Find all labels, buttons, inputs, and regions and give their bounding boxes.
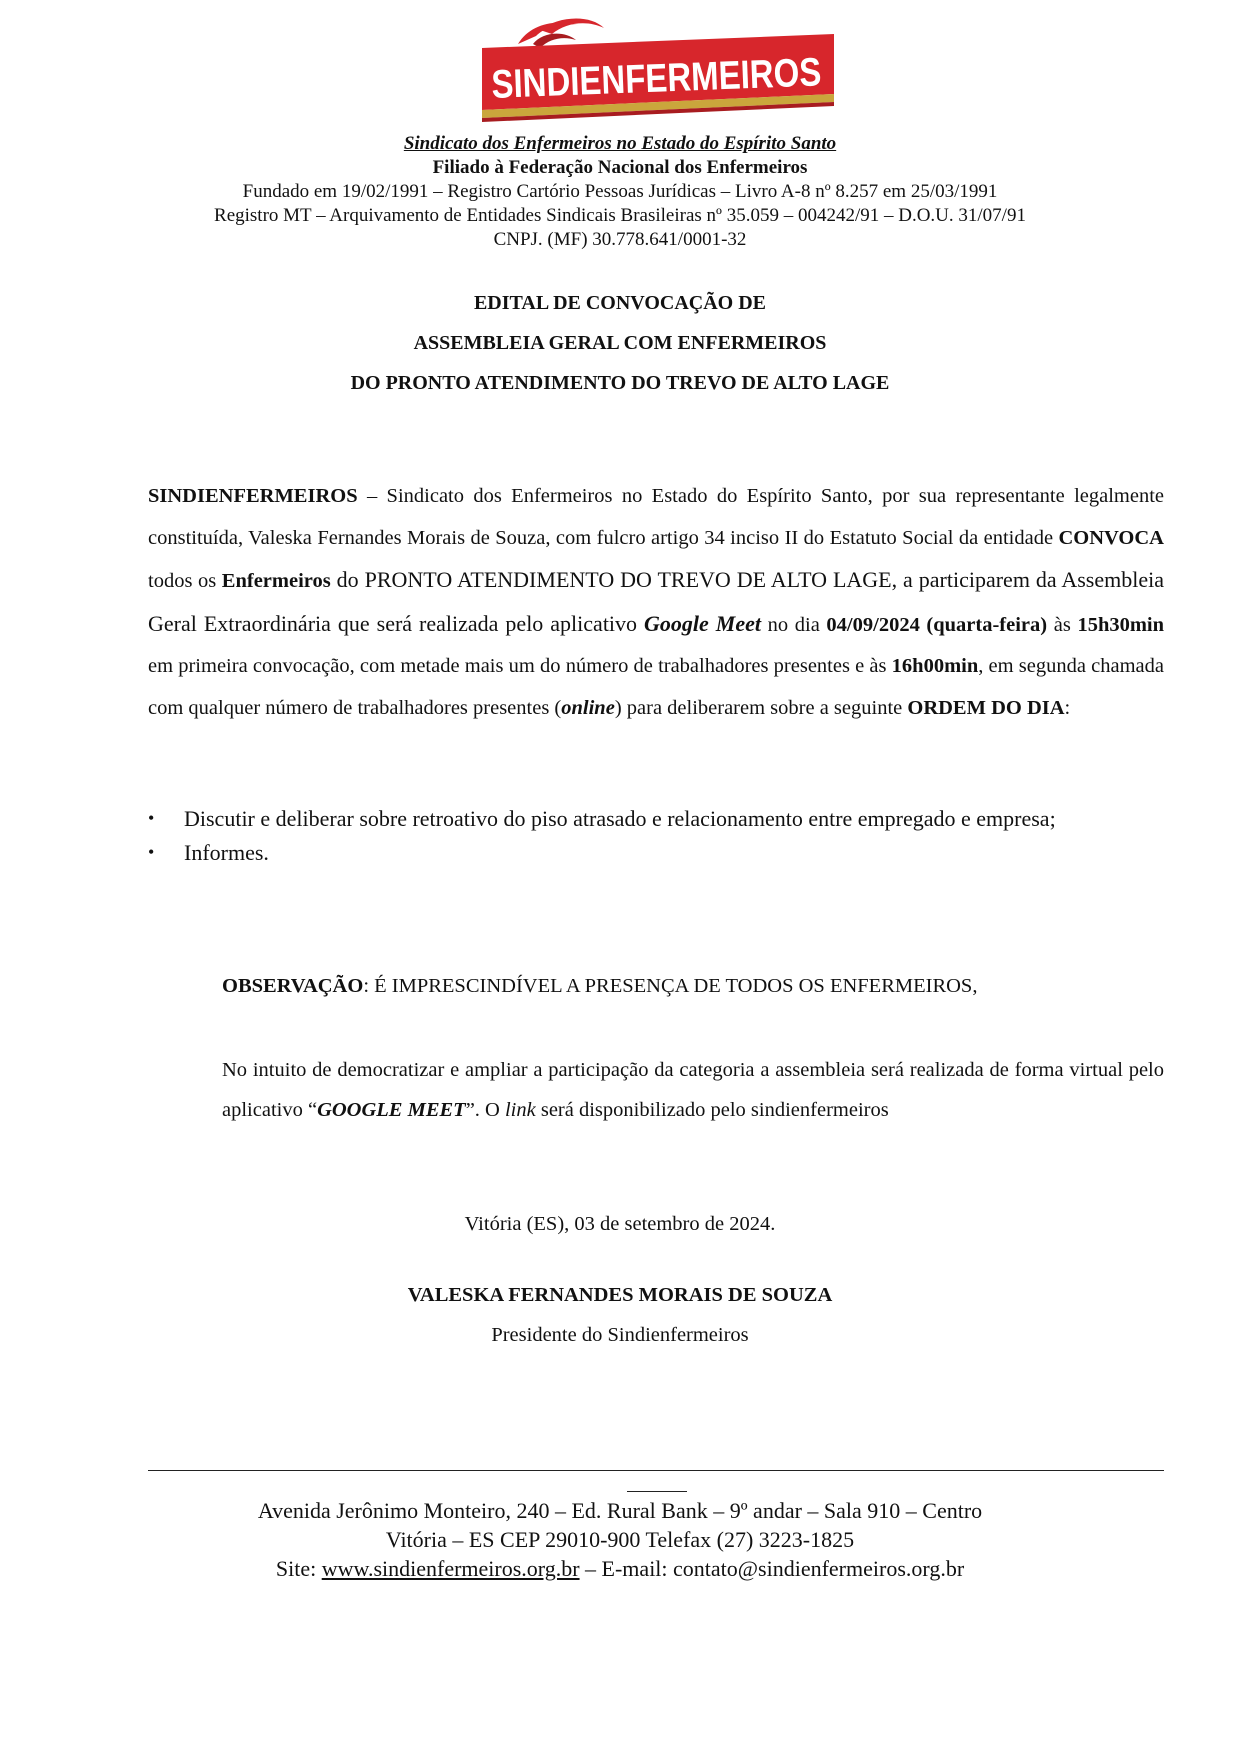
bullet-icon: • bbox=[148, 808, 155, 828]
meeting-app: Google Meet bbox=[644, 610, 762, 636]
virtual-meeting-note: No intuito de democratizar e ampliar a participação da categoria a assembleia será realizada de forma virtual pelo aplicativo “GOOGLE MEET”. O link será disponibilizado pelo sindienfermeiros bbox=[222, 1059, 1164, 1121]
document-title-line-1: EDITAL DE CONVOCAÇÃO DE bbox=[473, 292, 767, 314]
sindienfermeiros-logo bbox=[478, 12, 893, 130]
logo-text: SINDIENFERMEIROS bbox=[490, 47, 893, 107]
cnpj: CNPJ. (MF) 30.778.641/0001-32 bbox=[493, 229, 747, 250]
document-title-line-3: DO PRONTO ATENDIMENTO DO TREVO DE ALTO LAGE bbox=[350, 372, 890, 394]
website-link[interactable]: www.sindienfermeiros.org.br bbox=[321, 1556, 580, 1581]
agenda-item: • Informes. bbox=[148, 837, 1164, 868]
meeting-date: 04/09/2024 (quarta-feira) bbox=[826, 613, 1048, 636]
footer-city-phone: Vitória – ES CEP 29010-900 Telefax (27) 3223-1825 bbox=[385, 1527, 855, 1552]
agenda-list bbox=[148, 803, 1164, 868]
observation: OBSERVAÇÃO: É IMPRESCINDÍVEL A PRESENÇA DE TODOS OS ENFERMEIROS, bbox=[222, 975, 978, 997]
foundation-registry: Fundado em 19/02/1991 – Registro Cartório Pessoas Jurídicas – Livro A-8 nº 8.257 em 25/03/1991 bbox=[242, 181, 998, 202]
order-of-the-day: ORDEM DO DIA bbox=[907, 696, 1065, 719]
footer-divider-short bbox=[627, 1491, 687, 1492]
agenda-item: • Discutir e deliberar sobre retroativo do piso atrasado e relacionamento entre empregado e empresa; bbox=[148, 803, 1164, 834]
mt-registry: Registro MT – Arquivamento de Entidades Sindicais Brasileiras nº 35.059 – 004242/91 – D.O.U. 31/07/91 bbox=[214, 205, 1026, 226]
signatory-name: VALESKA FERNANDES MORAIS DE SOUZA bbox=[407, 1284, 833, 1306]
bullet-icon: • bbox=[148, 842, 155, 862]
place-and-date: Vitória (ES), 03 de setembro de 2024. bbox=[464, 1213, 776, 1235]
second-call-time: 16h00min bbox=[891, 655, 979, 677]
signatory-role: Presidente do Sindienfermeiros bbox=[491, 1324, 749, 1346]
convocation-paragraph: SINDIENFERMEIROS – Sindicato dos Enfermeiros no Estado do Espírito Santo, por sua representante legalmente constituída, Valeska Fernandes Morais de Souza, com fulcro artigo 34 inciso II do Estatuto Social da entidade CONVOCA todos os Enfermeiros do PRONTO ATENDIMENTO DO TREVO DE ALTO LAGE, a participarem da Assembleia Geral Extraordinária que será realizada pelo aplicativo Google Meet no dia 04/09/2024 (quarta-feira) às 15h30min em primeira convocação, com metade mais um do número de trabalhadores presentes e às 16h00min, em segunda chamada com qualquer número de trabalhadores presentes (online) para deliberarem sobre a seguinte ORDEM DO DIA: bbox=[148, 485, 1165, 719]
footer-divider bbox=[148, 1470, 1164, 1471]
federation-affiliation: Filiado à Federação Nacional dos Enfermeiros bbox=[432, 157, 808, 178]
document-title-line-2: ASSEMBLEIA GERAL COM ENFERMEIROS bbox=[413, 332, 827, 354]
first-call-time: 15h30min bbox=[1077, 613, 1165, 636]
footer-address: Avenida Jerônimo Monteiro, 240 – Ed. Rural Bank – 9º andar – Sala 910 – Centro bbox=[257, 1498, 983, 1523]
body-union: SINDIENFERMEIROS bbox=[148, 485, 358, 507]
footer-contacts: Site: www.sindienfermeiros.org.br – E-mail: contato@sindienfermeiros.org.br bbox=[275, 1556, 965, 1581]
union-name: Sindicato dos Enfermeiros no Estado do Espírito Santo bbox=[403, 133, 837, 154]
